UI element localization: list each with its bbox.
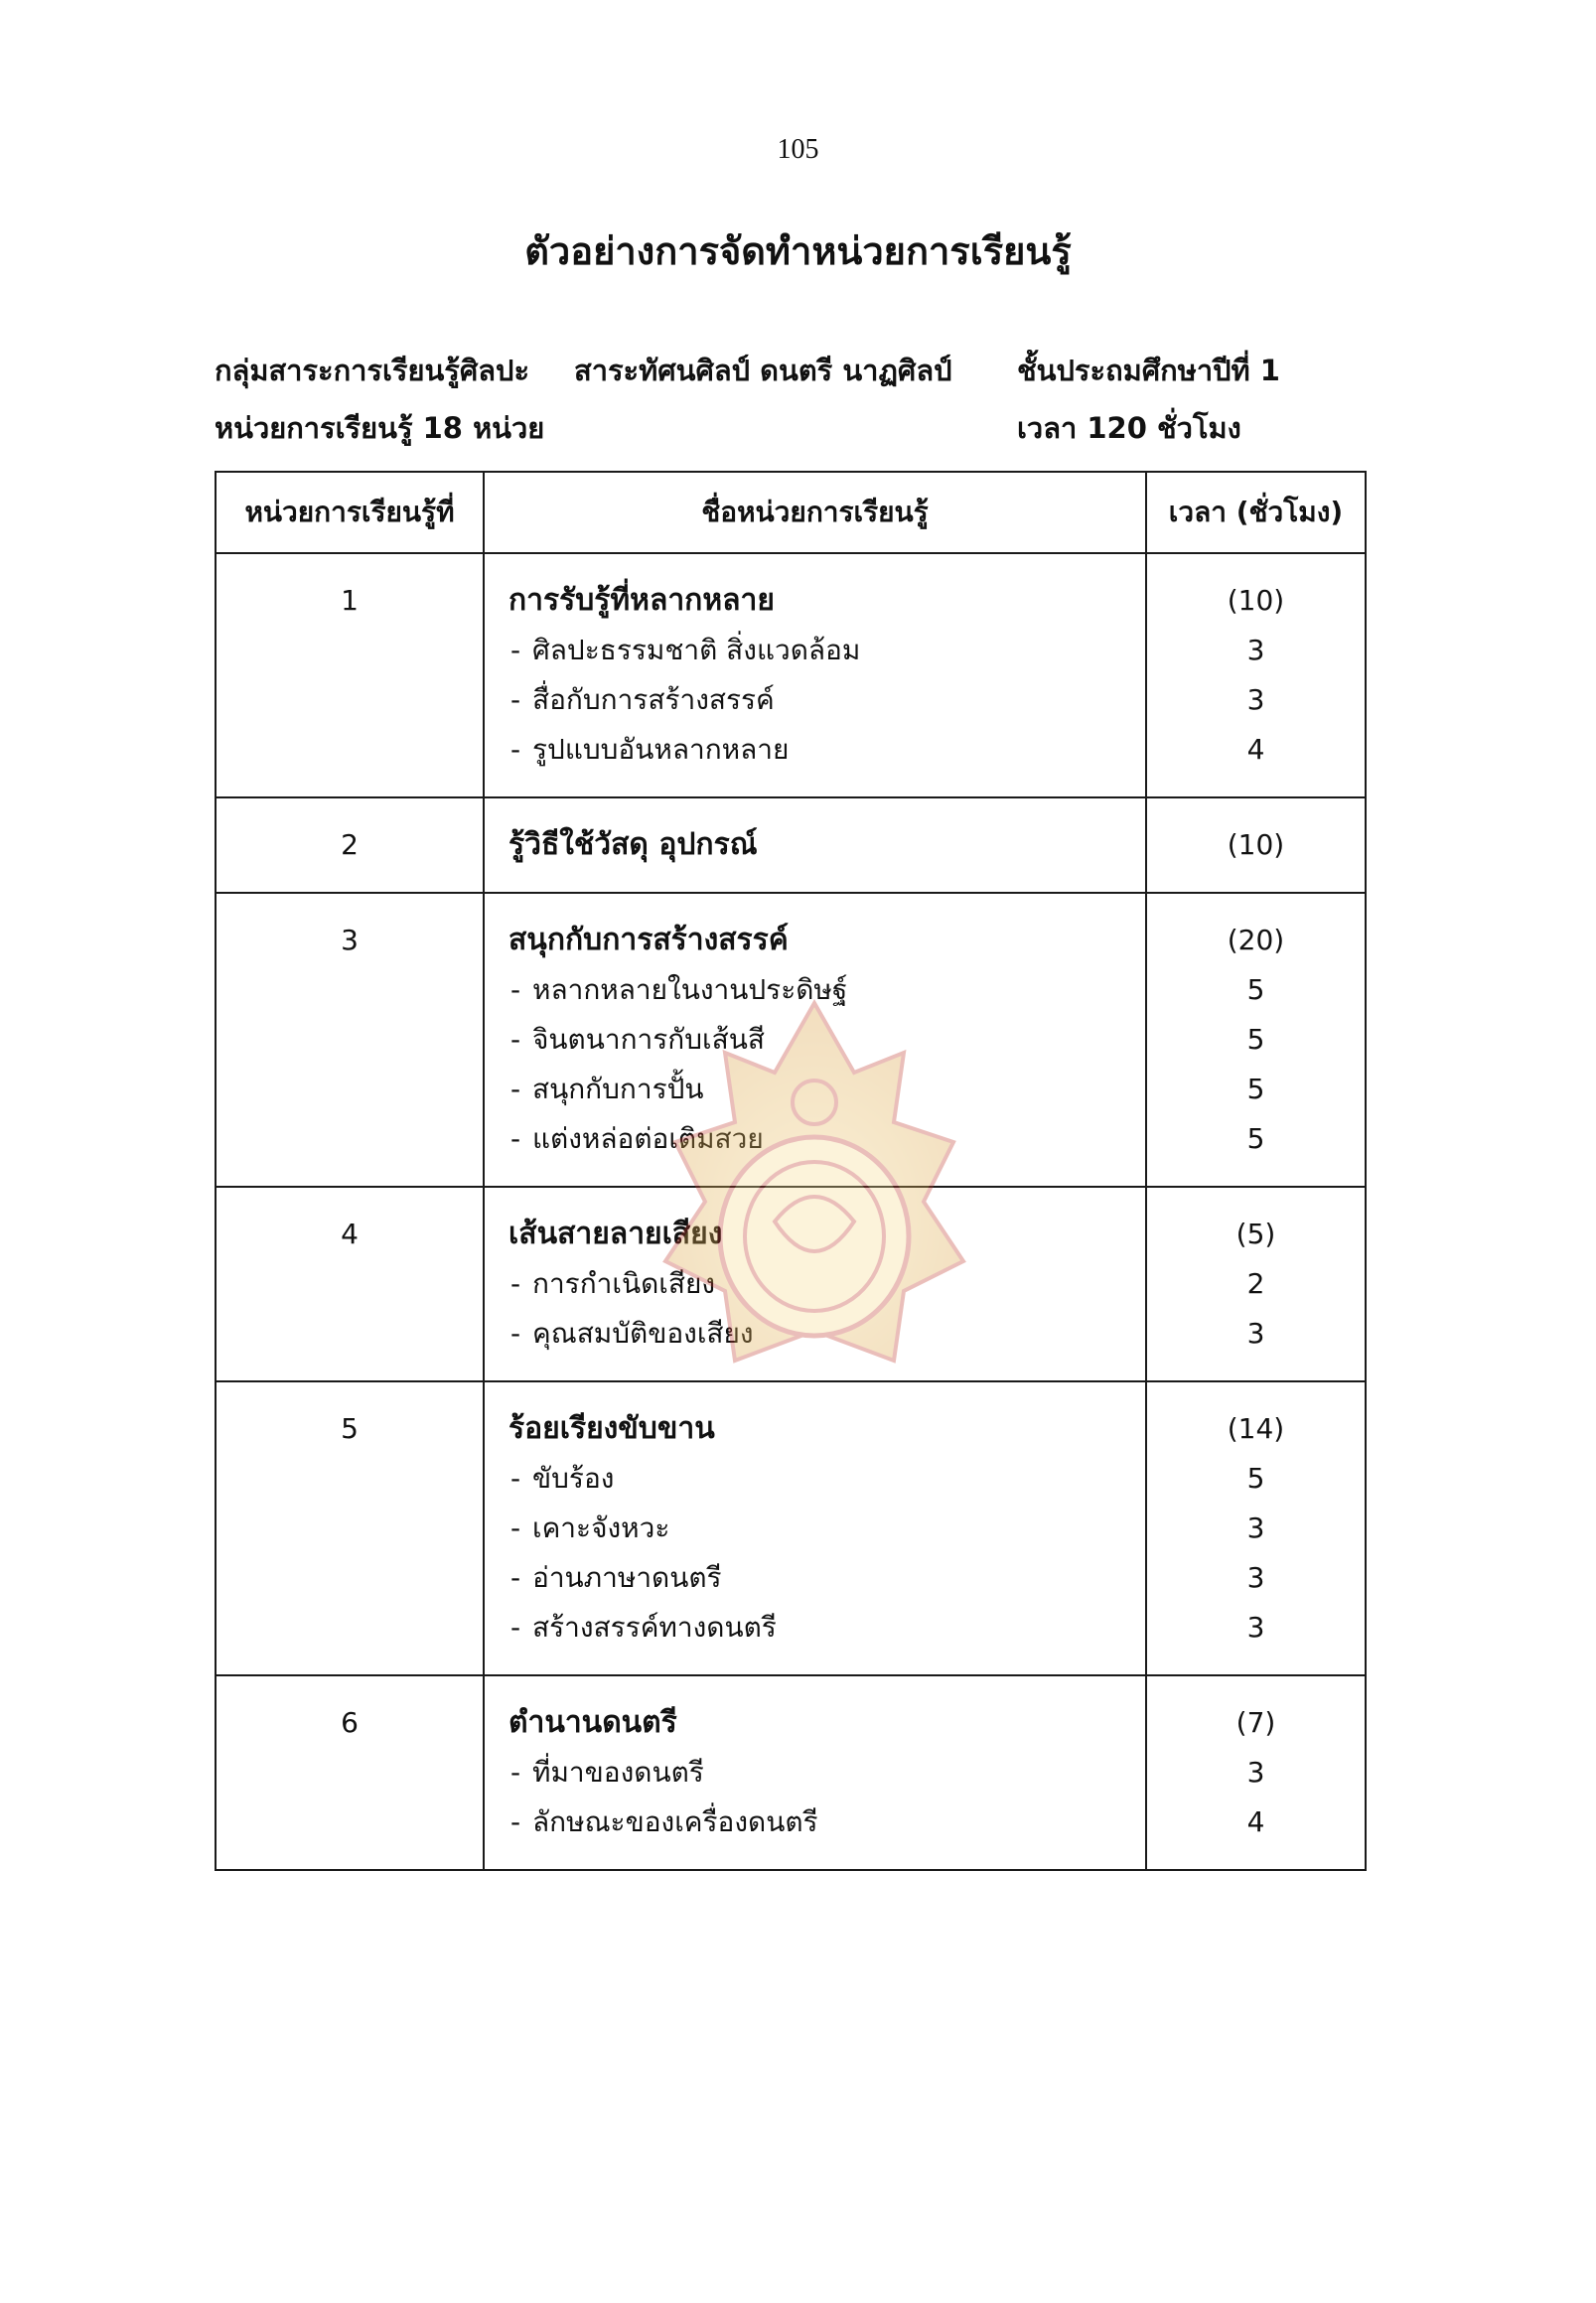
unit-time-cell [1146,797,1366,893]
subunit-time: 3 [1246,634,1265,666]
unit-time: (10) [1227,828,1285,861]
total-hours: เวลา 120 ชั่วโมง [1017,411,1241,445]
unit-number-cell [216,797,484,893]
subunit-item [508,1065,1145,1114]
subunit-name: ที่มาของดนตรี [532,1756,704,1789]
subunit-item [508,1504,1145,1553]
unit-number: 6 [341,1706,359,1739]
bullet-dash: - [510,634,521,666]
unit-time-cell [1146,1187,1366,1381]
subunit-name: สร้างสรรค์ทางดนตรี [532,1611,777,1644]
unit-table [215,471,1367,1871]
unit-number: 3 [341,924,359,956]
subunit-time: 3 [1246,1317,1265,1350]
subunit-time: 3 [1246,1511,1265,1544]
bullet-dash: - [510,683,521,716]
subunit-item [508,1114,1145,1164]
subunit-time: 2 [1246,1267,1265,1300]
subunit-name: ขับร้อง [532,1462,615,1495]
unit-name-cell [484,797,1146,893]
unit-time-cell [1146,1675,1366,1870]
subunit-time: 5 [1246,1122,1265,1155]
subunit-name: เคาะจังหวะ [532,1511,670,1544]
subunit-item [508,1454,1145,1504]
subunit-name: สื่อกับการสร้างสรรค์ [532,683,775,716]
unit-name: สนุกกับการสร้างสรรค์ [508,923,789,957]
header-unit-no: หน่วยการเรียนรู้ที่ [216,472,484,553]
table-row [216,553,1366,797]
subunit-name: ลักษณะของเครื่องดนตรี [532,1805,818,1838]
subunit-time: 3 [1246,1611,1265,1644]
unit-number-cell [216,1187,484,1381]
unit-name: ตำนานดนตรี [508,1705,677,1740]
bullet-dash: - [510,733,521,766]
table-row [216,1381,1366,1675]
unit-name: การรับรู้ที่หลากหลาย [508,583,775,618]
bullet-dash: - [510,1073,521,1105]
bullet-dash: - [510,1756,521,1789]
subunit-time: 5 [1246,1023,1265,1056]
subunit-item [508,1553,1145,1603]
page-title: ตัวอย่างการจัดทำหน่วยการเรียนรู้ [524,229,1072,273]
bullet-dash: - [510,1805,521,1838]
subject-group: กลุ่มสาระการเรียนรู้ศิลปะ [215,354,530,387]
table-row [216,893,1366,1187]
bullet-dash: - [510,1462,521,1495]
unit-name-cell [484,893,1146,1187]
unit-name-cell [484,1675,1146,1870]
grade-level: ชั้นประถมศึกษาปีที่ 1 [1017,354,1280,387]
subunit-time: 3 [1246,683,1265,716]
unit-time: (10) [1227,584,1285,617]
subunit-item [508,965,1145,1015]
bullet-dash: - [510,973,521,1006]
subunit-item [508,1603,1145,1653]
bullet-dash: - [510,1561,521,1594]
unit-time-cell [1146,1381,1366,1675]
bullet-dash: - [510,1511,521,1544]
subunit-item [508,626,1145,675]
unit-time: (7) [1235,1706,1276,1739]
strands: สาระทัศนศิลป์ ดนตรี นาฏศิลป์ [574,354,952,387]
unit-number-cell [216,553,484,797]
unit-number: 1 [341,584,359,617]
subunit-name: แต่งหล่อต่อเติมสวย [532,1122,764,1155]
subunit-name: รูปแบบอันหลากหลาย [532,733,790,766]
subunit-name: ศิลปะธรรมชาติ สิ่งแวดล้อม [532,634,861,666]
unit-number-cell [216,1381,484,1675]
unit-time-cell [1146,893,1366,1187]
unit-time: (20) [1227,924,1285,956]
subunit-time: 4 [1246,1805,1265,1838]
unit-number-cell [216,1675,484,1870]
table-row [216,1675,1366,1870]
unit-rows [216,553,1366,1870]
unit-name-cell [484,1187,1146,1381]
bullet-dash: - [510,1023,521,1056]
subunit-time: 5 [1246,973,1265,1006]
subunit-name: สนุกกับการปั้น [532,1073,704,1105]
unit-time: (14) [1227,1412,1285,1445]
subunit-item [508,725,1145,775]
table-row [216,797,1366,893]
subunit-time: 3 [1246,1756,1265,1789]
unit-name: รู้วิธีใช้วัสดุ อุปกรณ์ [508,827,758,862]
unit-time-cell [1146,553,1366,797]
unit-count: หน่วยการเรียนรู้ 18 หน่วย [215,411,545,445]
subunit-item [508,1748,1145,1798]
subunit-item [508,1798,1145,1847]
bullet-dash: - [510,1611,521,1644]
subunit-time: 5 [1246,1462,1265,1495]
subunit-name: การกำเนิดเสียง [532,1267,716,1300]
unit-name-cell [484,1381,1146,1675]
unit-name-cell [484,553,1146,797]
unit-number: 5 [341,1412,359,1445]
subunit-item [508,1309,1145,1359]
subunit-name: จินตนาการกับเส้นสี [532,1023,765,1056]
bullet-dash: - [510,1122,521,1155]
subunit-name: หลากหลายในงานประดิษฐ์ [532,973,848,1006]
subunit-name: คุณสมบัติของเสียง [532,1317,754,1350]
bullet-dash: - [510,1267,521,1300]
subunit-item [508,1015,1145,1065]
subunit-time: 3 [1246,1561,1265,1594]
bullet-dash: - [510,1317,521,1350]
unit-number-cell [216,893,484,1187]
unit-time: (5) [1235,1218,1276,1250]
subunit-name: อ่านภาษาดนตรี [532,1561,722,1594]
unit-name: เส้นสายลายเสียง [508,1217,723,1251]
subunit-time: 5 [1246,1073,1265,1105]
table-header-row [216,472,1366,553]
table-row [216,1187,1366,1381]
unit-name: ร้อยเรียงขับขาน [508,1411,715,1446]
subunit-item [508,1259,1145,1309]
unit-number: 2 [341,828,359,861]
subunit-time: 4 [1246,733,1265,766]
header-unit-name: ชื่อหน่วยการเรียนรู้ [484,472,1146,553]
header-time: เวลา (ชั่วโมง) [1146,472,1366,553]
unit-number: 4 [341,1218,359,1250]
subunit-item [508,675,1145,725]
page-number: 105 [777,134,819,165]
